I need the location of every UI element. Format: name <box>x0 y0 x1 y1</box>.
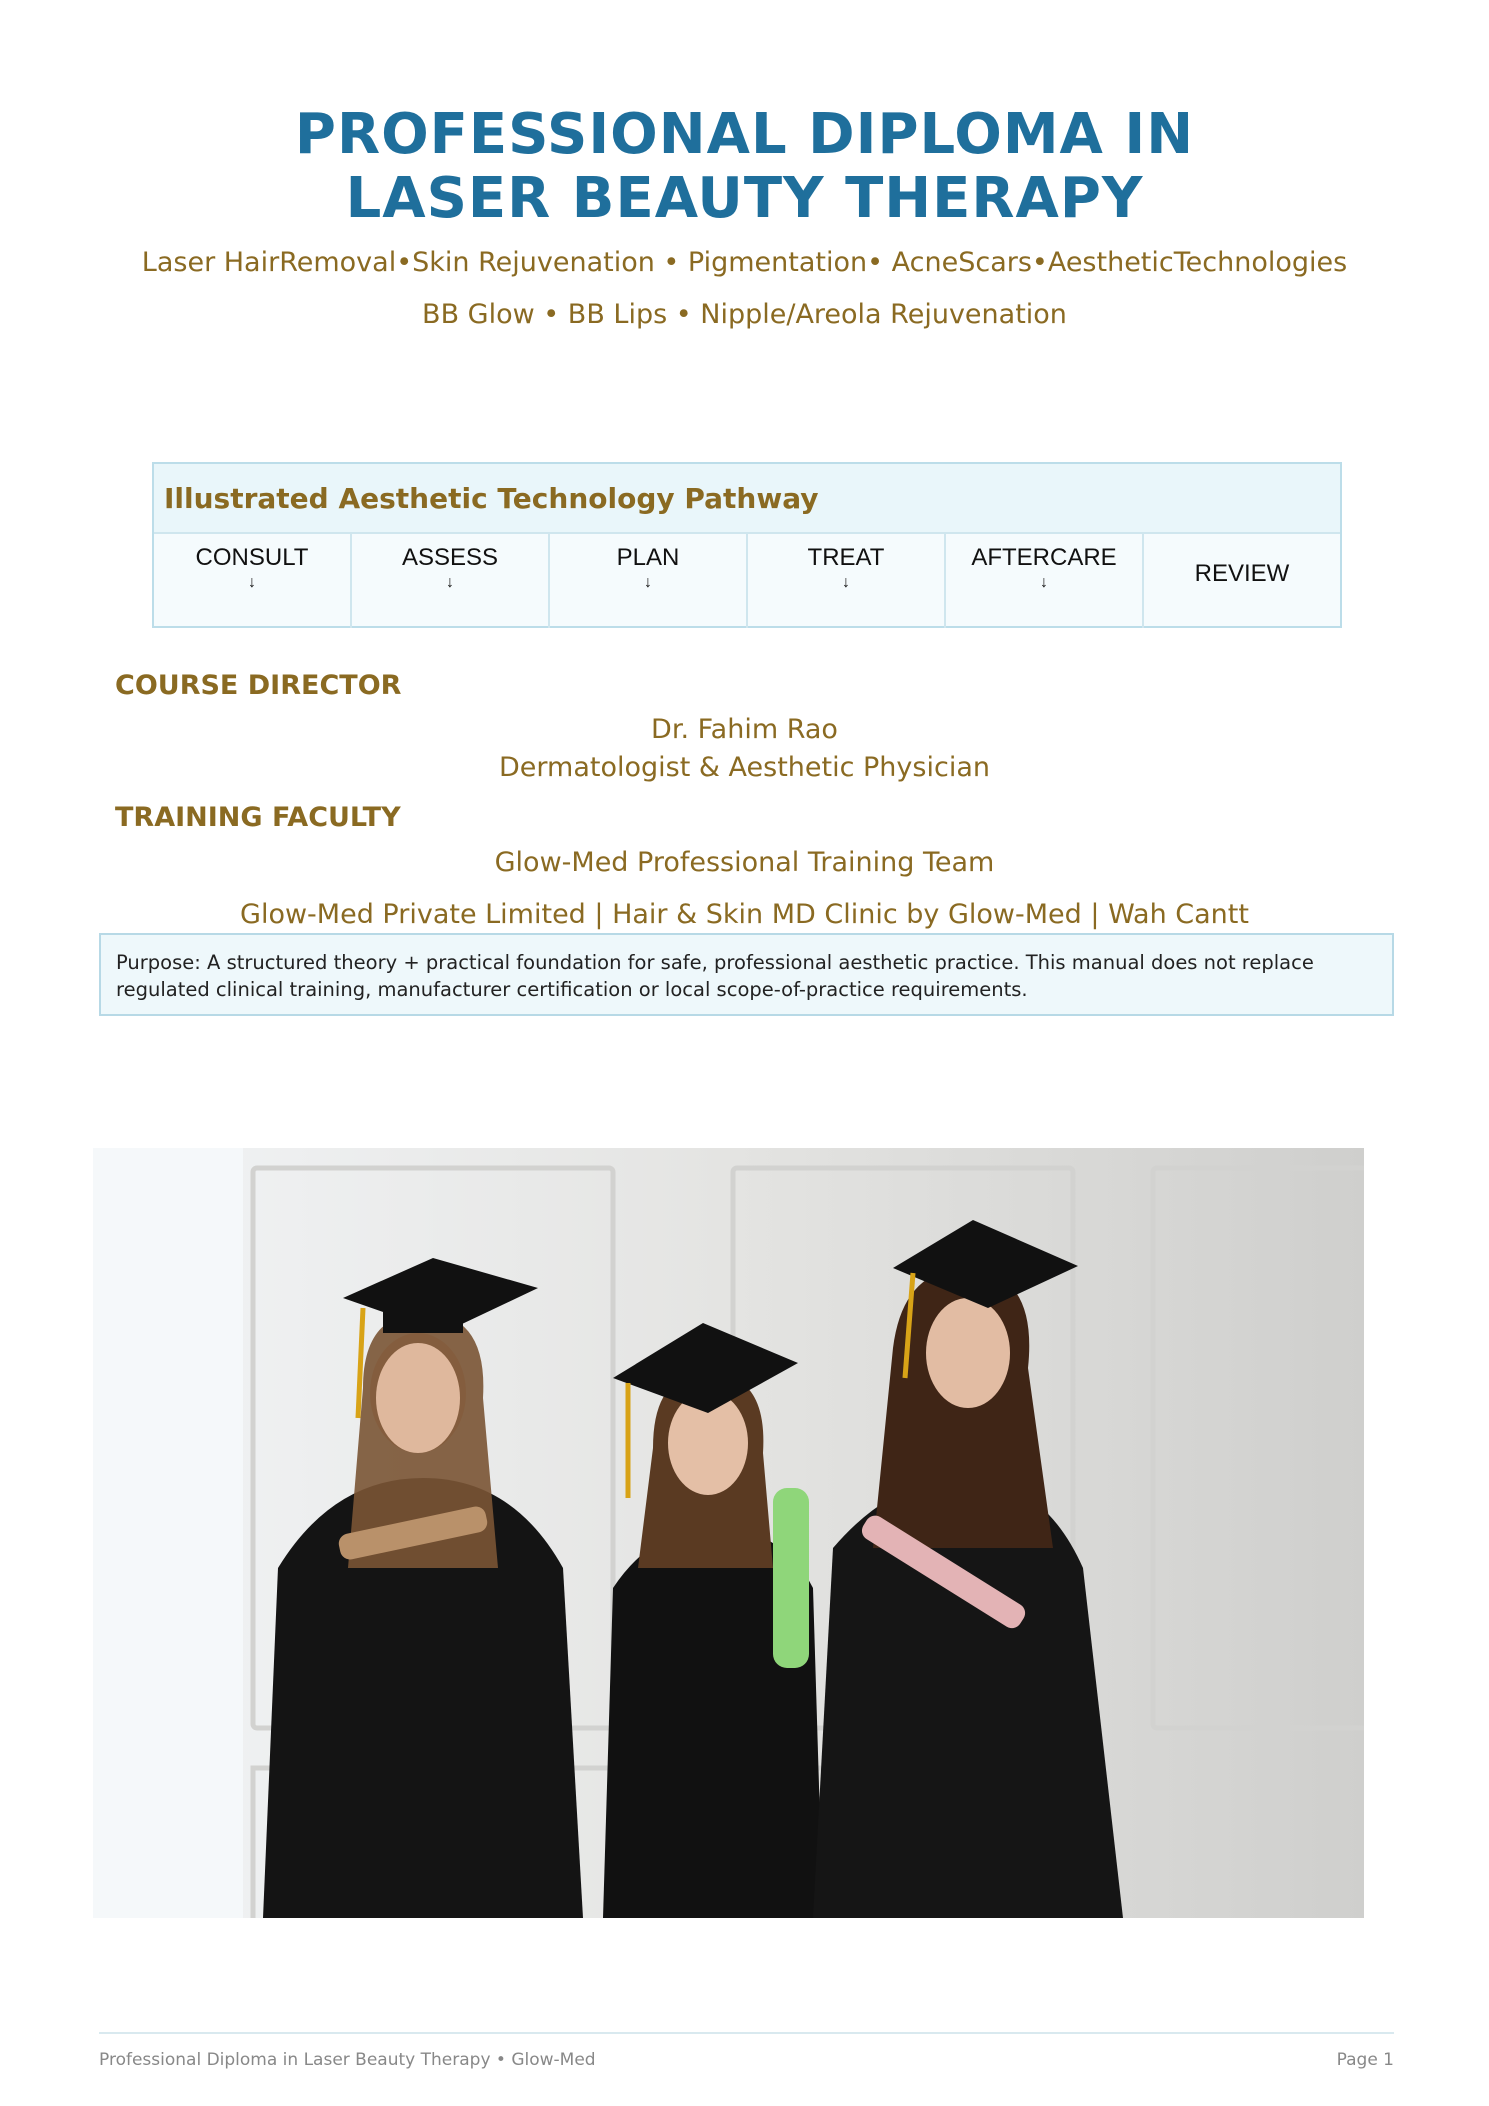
down-arrow-icon: ↓ <box>1040 574 1048 591</box>
step-plan <box>550 534 748 628</box>
step-assess <box>352 534 550 628</box>
step-label: PLAN <box>616 544 680 571</box>
step-aftercare <box>946 534 1144 628</box>
step-label: TREAT <box>807 544 885 571</box>
pathway-heading: Illustrated Aesthetic Technology Pathway <box>154 464 1340 534</box>
faculty-organization: Glow-Med Private Limited | Hair & Skin MD Clinic by Glow-Med | Wah Cantt <box>240 899 1249 930</box>
footer-title: Professional Diploma in Laser Beauty Therapy • Glow-Med <box>99 2050 596 2070</box>
footer-divider <box>99 2032 1394 2034</box>
down-arrow-icon: ↓ <box>644 574 652 591</box>
director-name: Dr. Fahim Rao <box>651 714 838 745</box>
subtitle-line-1: Laser HairRemoval•Skin Rejuvenation • Pigmentation• AcneScars•AestheticTechnologies <box>141 247 1348 278</box>
page-number: Page 1 <box>1336 2050 1394 2070</box>
step-label: CONSULT <box>195 544 309 571</box>
down-arrow-icon: ↓ <box>248 574 256 591</box>
graduates-photo <box>93 1148 1364 1918</box>
graduates-illustration <box>93 1148 1364 1918</box>
step-treat <box>748 534 946 628</box>
step-label: ASSESS <box>401 544 499 571</box>
course-director-heading: COURSE DIRECTOR <box>115 670 402 701</box>
down-arrow-icon: ↓ <box>446 574 454 591</box>
document-title <box>0 103 1489 231</box>
step-label: AFTERCARE <box>971 544 1117 571</box>
down-arrow-icon: ↓ <box>842 574 850 591</box>
faculty-team: Glow-Med Professional Training Team <box>494 847 995 878</box>
pathway-panel <box>152 462 1342 628</box>
step-review <box>1144 534 1340 628</box>
title-line-2: LASER BEAUTY THERAPY <box>345 166 1144 231</box>
subtitle-line-2: BB Glow • BB Lips • Nipple/Areola Rejuvenation <box>422 299 1067 330</box>
pathway-steps <box>154 534 1340 628</box>
step-label: REVIEW <box>1194 560 1290 587</box>
director-role: Dermatologist & Aesthetic Physician <box>499 752 990 783</box>
purpose-note: Purpose: A structured theory + practical foundation for safe, professional aesthetic practice. This manual does not replace regulated clinical training, manufacturer certification or local scope-of-practice requirements. <box>99 933 1394 1016</box>
training-faculty-heading: TRAINING FACULTY <box>115 802 401 833</box>
step-consult <box>154 534 352 628</box>
title-line-1: PROFESSIONAL DIPLOMA IN <box>294 102 1195 167</box>
